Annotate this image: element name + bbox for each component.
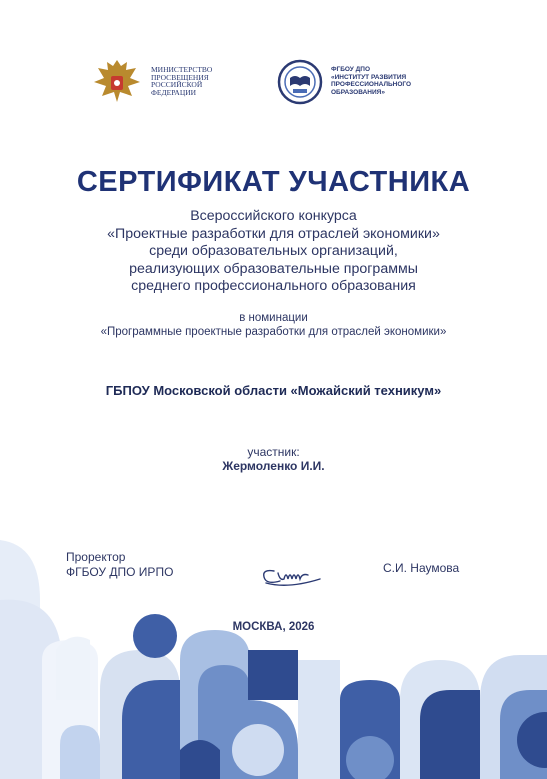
signer-position-line: ФГБОУ ДПО ИРПО [66, 564, 174, 579]
city-year: МОСКВА, 2026 [232, 621, 315, 633]
participant-name: Жермоленко И.И. [222, 459, 325, 473]
eagle-emblem-icon [90, 56, 144, 106]
irpo-book-emblem-icon [276, 58, 324, 106]
signer-position-line: Проректор [66, 550, 126, 564]
signer-position [66, 550, 173, 579]
contest-line: «Проектные разработки для отраслей экономики» [107, 225, 440, 242]
irpo-name [331, 66, 441, 96]
certificate-title: СЕРТИФИКАТ УЧАСТНИКА [76, 166, 471, 198]
ministry-name [151, 66, 231, 96]
irpo-line: ОБРАЗОВАНИЯ» [331, 88, 385, 96]
ministry-line: ПРОСВЕЩЕНИЯ [151, 72, 209, 82]
contest-line: среднего профессионального образования [131, 278, 416, 294]
organization-name: ГБПОУ Московской области «Можайский техникум» [105, 383, 442, 398]
signer-name: С.И. Наумова [383, 561, 460, 575]
contest-line: среди образовательных организаций, [149, 243, 398, 259]
nomination-intro: в номинации [239, 312, 308, 324]
contest-description [40, 208, 507, 296]
nomination-block [30, 311, 517, 339]
contest-line: реализующих образовательные программы [129, 260, 418, 277]
ministry-line: МИНИСТЕРСТВО [151, 65, 213, 74]
irpo-line: «ИНСТИТУТ РАЗВИТИЯ [331, 73, 407, 81]
irpo-line: ФГБОУ ДПО [331, 66, 371, 73]
contest-line: Всероссийского конкурса [190, 208, 357, 224]
irpo-line: ПРОФЕССИОНАЛЬНОГО [331, 81, 412, 88]
participant-role-label: участник: [247, 445, 300, 459]
nomination-name: «Программные проектные разработки для отраслей экономики» [100, 326, 447, 338]
ministry-line: РОССИЙСКОЙ [151, 80, 203, 89]
handwritten-signature-icon [258, 557, 328, 591]
ministry-line: ФЕДЕРАЦИИ [151, 87, 197, 97]
